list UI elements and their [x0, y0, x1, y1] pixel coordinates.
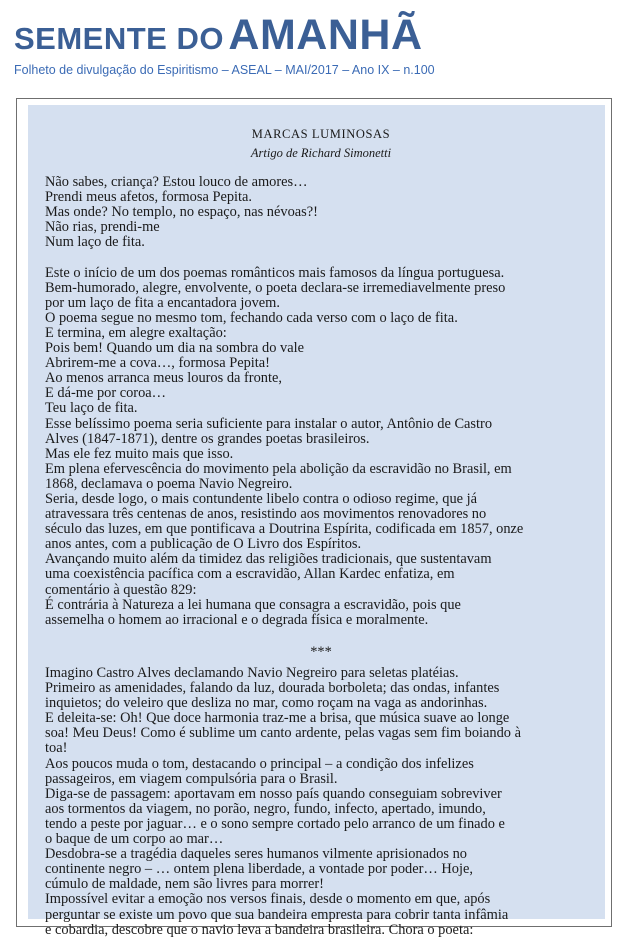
text-line: passageiros, em viagem compulsória para o Brasil. [45, 770, 338, 787]
text-line: O poema segue no mesmo tom, fechando cada verso com o laço de fita. [45, 309, 458, 326]
text-line: comentário à questão 829: [45, 581, 197, 598]
text-line: Esse belíssimo poema seria suficiente para instalar o autor, Antônio de Castro [45, 415, 493, 432]
text-line: século das luzes, em que pontificava a Doutrina Espírita, codificada em 1857, onze [45, 521, 524, 538]
text-line: perguntar se existe um povo que sua bandeira empresta para cobrir tanta infâmia [45, 906, 509, 923]
text-line: Prendi meus afetos, formosa Pepita. [45, 189, 253, 206]
text-line: Bem-humorado, alegre, envolvente, o poeta declara-se irremediavelmente preso [45, 279, 506, 296]
text-line: Abrirem-me a cova…, formosa Pepita! [45, 355, 270, 372]
text-line: Em plena efervescência do movimento pela abolição da escravidão no Brasil, em [45, 460, 512, 477]
article-body [45, 175, 597, 938]
masthead-subtitle: Folheto de divulgação do Espiritismo – ASEAL – MAI/2017 – Ano IX – n.100 [14, 63, 435, 77]
masthead-title-small: SEMENTE DO [14, 21, 224, 56]
text-line: continente negro – … ontem plena liberdade, a vontade por poder… Hoje, [45, 861, 473, 878]
article-section-1 [45, 266, 597, 628]
text-line: É contrária à Natureza a lei humana que consagra a escravidão, pois que [45, 596, 461, 613]
text-line: Pois bem! Quando um dia na sombra do vale [45, 340, 304, 357]
text-line: Imagino Castro Alves declamando Navio Negreiro para seletas platéias. [45, 665, 459, 681]
text-line: Mas onde? No templo, no espaço, nas névoas?! [45, 204, 318, 221]
text-line: Diga-se de passagem: aportavam em nosso país quando conseguiam sobreviver [45, 785, 502, 802]
poem-excerpt [45, 175, 597, 250]
text-line: Ao menos arranca meus louros da fronte, [45, 370, 282, 387]
text-line: e cobardia, descobre que o navio leva a bandeira brasileira. Chora o poeta: [45, 921, 474, 938]
article-section-2 [45, 666, 597, 938]
text-line: Não sabes, criança? Estou louco de amores… [45, 174, 308, 190]
text-line: anos antes, com a publicação de O Livro dos Espíritos. [45, 536, 362, 553]
text-line: Avançando muito além da timidez das religiões tradicionais, que sustentavam [45, 551, 492, 568]
masthead [14, 11, 620, 77]
text-line: Este o início de um dos poemas românticos mais famosos da língua portuguesa. [45, 264, 505, 281]
text-line: Alves (1847-1871), dentre os grandes poetas brasileiros. [45, 430, 370, 447]
text-line: atravessara três centenas de anos, resistindo aos movimentos renovadores no [45, 506, 487, 523]
text-line: aos tormentos da viagem, no porão, negro, fundo, infecto, apertado, imundo, [45, 800, 486, 817]
text-line: cúmulo de maldade, nem são livres para morrer! [45, 876, 324, 893]
text-line: inquietos; do veleiro que desliza no mar, como roçam na vaga as andorinhas. [45, 695, 488, 712]
text-line: E deleita-se: Oh! Que doce harmonia traz-me a brisa, que música suave ao longe [45, 710, 510, 727]
text-line: soa! Meu Deus! Como é sublime um canto ardente, pelas vagas sem fim boiando à [45, 725, 521, 742]
text-line: E termina, em alegre exaltação: [45, 324, 227, 341]
text-line: o baque de um corpo ao mar… [45, 831, 224, 848]
text-line: Num laço de fita. [45, 234, 145, 251]
text-line: Primeiro as amenidades, falando da luz, dourada borboleta; das ondas, infantes [45, 680, 500, 697]
text-line: tendo a peste por jaguar… e o sono sempre cortado pelo arranco de um finado e [45, 815, 505, 832]
masthead-title-big: AMANHÃ [228, 11, 423, 59]
article-title: MARCAS LUMINOSAS [251, 127, 391, 141]
text-line: 1868, declamava o poema Navio Negreiro. [45, 475, 293, 492]
text-line: por um laço de fita a encantadora jovem. [45, 294, 280, 311]
text-line: Não rias, prendi-me [45, 219, 160, 236]
article-frame [16, 98, 612, 938]
text-line: Impossível evitar a emoção nos versos finais, desde o momento em que, após [45, 891, 491, 908]
text-line: E dá-me por coroa… [45, 385, 167, 402]
section-separator: *** [310, 643, 332, 660]
text-line: Desdobra-se a tragédia daqueles seres humanos vilmente aprisionados no [45, 846, 467, 863]
text-line: assemelha o homem ao irracional e o degrada física e moralmente. [45, 611, 429, 628]
text-line: Aos poucos muda o tom, destacando o principal – a condição dos infelizes [45, 755, 474, 772]
text-line: Seria, desde logo, o mais contundente libelo contra o odioso regime, que já [45, 490, 478, 507]
article-author: Artigo de Richard Simonetti [250, 146, 392, 160]
masthead-title [14, 11, 620, 59]
article-panel [28, 105, 605, 938]
text-line: toa! [45, 740, 68, 757]
text-line: Mas ele fez muito mais que isso. [45, 445, 234, 462]
paragraph-gap [45, 250, 597, 265]
text-line: Teu laço de fita. [45, 400, 138, 417]
text-line: uma coexistência pacífica com a escravidão, Allan Kardec enfatiza, em [45, 566, 455, 583]
paragraph-gap [45, 628, 597, 643]
